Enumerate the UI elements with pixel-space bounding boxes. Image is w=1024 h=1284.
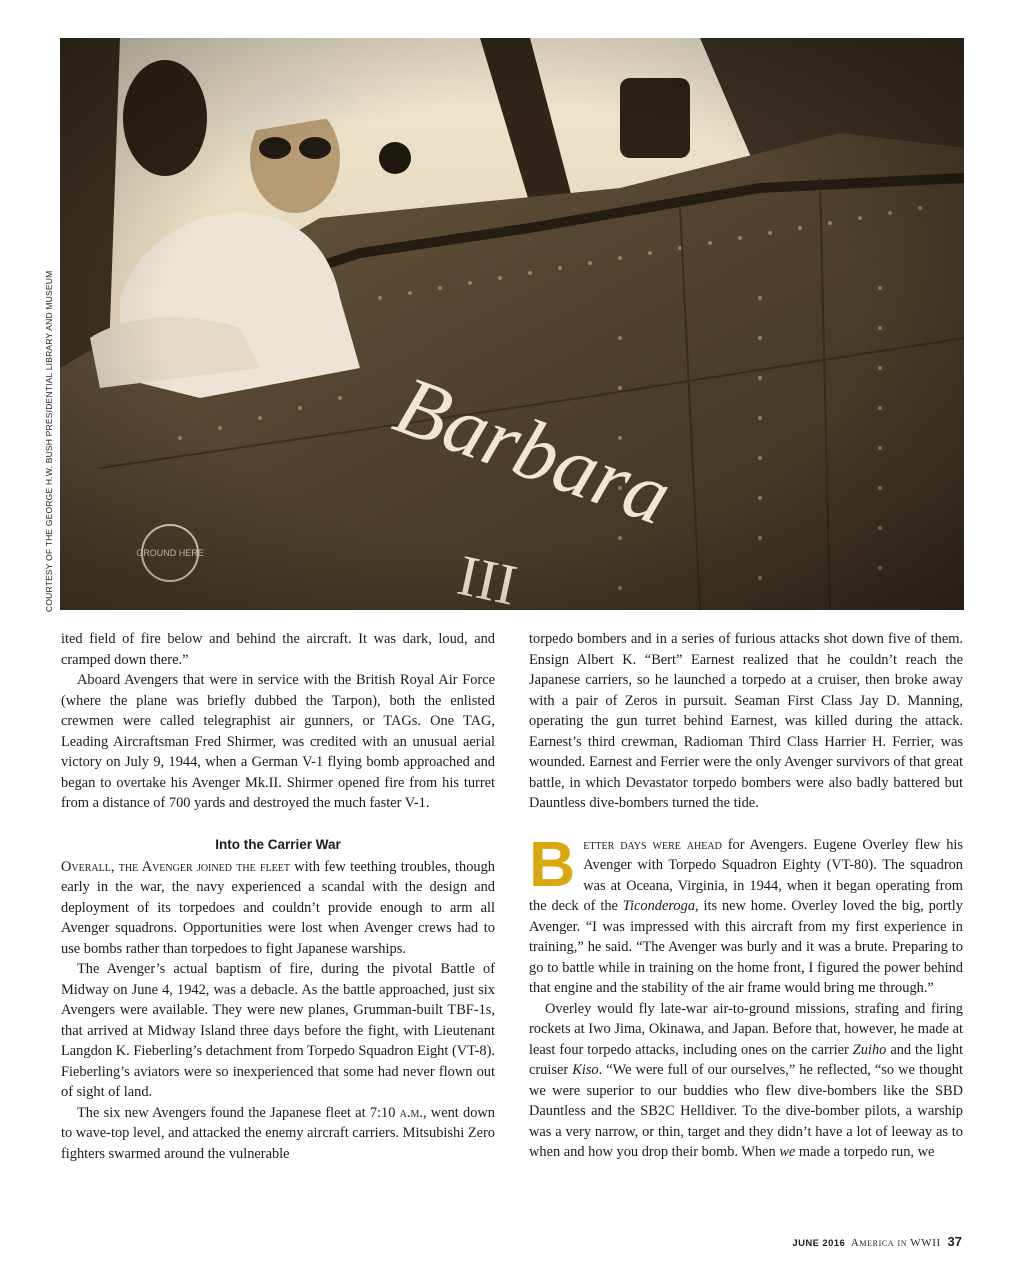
paragraph: torpedo bombers and in a series of furious attacks shot down five of them. Ensign Albert K. “Bert” Earnest realized that he couldn’t reach the Japanese carriers, so he launched a torpedo at a cruiser, then broke away with a pair of Zeros in pursuit. Seaman First Class Jay D. Manning, operating the gun turret behind Earnest, was killed during the attack. Earnest’s third crewman, Radioman Third Class Harrier H. Ferrier, was wounded. Earnest and Ferrier were the only Avenger survivors of that great battle, in which Devastator torpedo bombers were also badly battered but Dauntless dive-bombers turned the tide. [529,631,963,811]
photo-illustration [60,38,964,610]
section-break [529,814,963,835]
lead-in: Overall, the Avenger joined the fleet [61,858,290,875]
left-column [61,629,495,1164]
right-column [529,629,963,1163]
page-number: 37 [947,1234,962,1249]
lead-in: etter days were ahead [583,836,722,853]
photo-credit: COURTESY OF THE GEORGE H.W. BUSH PRESIDENTIAL LIBRARY AND MUSEUM [44,270,54,612]
magazine-name: America in WWII [850,1237,941,1249]
issue-date: JUNE 2016 [792,1238,846,1249]
paragraph: The six new Avengers found the Japanese fleet at 7:10 a.m., went down to wave-top level, and attacked the enemy aircraft carriers. Mitsubishi Zero fighters swarmed around the vulnerable [61,1104,495,1162]
vignette [60,38,964,610]
paragraph: Aboard Avengers that were in service with the British Royal Air Force (where the plane was briefly dubbed the Tarpon), both the enlisted crewmen were called telegraphist air gunners, or TAGs. One TAG, Leading Aircraftsman Fred Shirmer, was credited with an unusual aerial victory on July 9, 1944, when a German V-1 flying bomb approached and began to overtake his Avenger Mk.II. Shirmer opened fire from his turret from a distance of 700 yards and destroyed the much faster V-1. [61,672,495,811]
paragraph: Overley would fly late-war air-to-ground missions, strafing and firing rockets at Iwo Jima, Okinawa, and Japan. Before that, however, he made at least four torpedo attacks, including ones on the carrier Zuiho and the light cruiser Kiso. “We were full of our ourselves,” he reflected, “so we thought we were superior to our buddies who flew dive-bombers like the SBD Dauntless and the SB2C Helldiver. To the dive-bomber pilots, a warship was a very narrow, or thin, target and they didn’t have a lot of leeway as to when and how you drop their bomb. When we made a torpedo run, we [529,1000,963,1160]
paragraph: Overall, the Avenger joined the fleet with few teething troubles, though early in the war, the navy experienced a scandal with the design and deployment of its torpedoes and couldn’t provide enough to arm all Avenger squadrons. Opportunities were lost when Avenger crews had to use bombs rather than torpedoes to fight Japanese warships. [61,858,495,957]
cockpit-photo [60,38,964,610]
paragraph: Better days were ahead for Avengers. Eugene Overley flew his Avenger with Torpedo Squadron Eighty (VT-80). The squadron was at Oceana, Virginia, in 1944, when it began operating from the deck of the Ticonderoga, its new home. Overley loved the big, portly Avenger. “I was impressed with this aircraft from my first experience in training,” he said. “The Avenger was burly and it was a brute. Preparing to go to battle while in training on the home front, I figured the power behind that engine and the stability of the air frame would bring me through.” [529,827,963,996]
section-heading: Into the Carrier War [215,836,341,852]
paragraph: The Avenger’s actual baptism of fire, during the pivotal Battle of Midway on June 4, 1942, was a debacle. As the battle approached, just six Avengers were available. They were new planes, Grumman-built TBF-1s, that arrived at Midway Island three days before the fight, with Lieutenant Langdon K. Fieberling’s detachment from Torpedo Squadron Eight (VT-8). Fieberling’s aviators were so inexperienced that some had never flown out of sight of land. [61,961,495,1100]
drop-cap: B [529,827,576,900]
paragraph: ited field of fire below and behind the aircraft. It was dark, loud, and cramped down there.” [61,631,495,668]
page-footer [792,1234,962,1249]
